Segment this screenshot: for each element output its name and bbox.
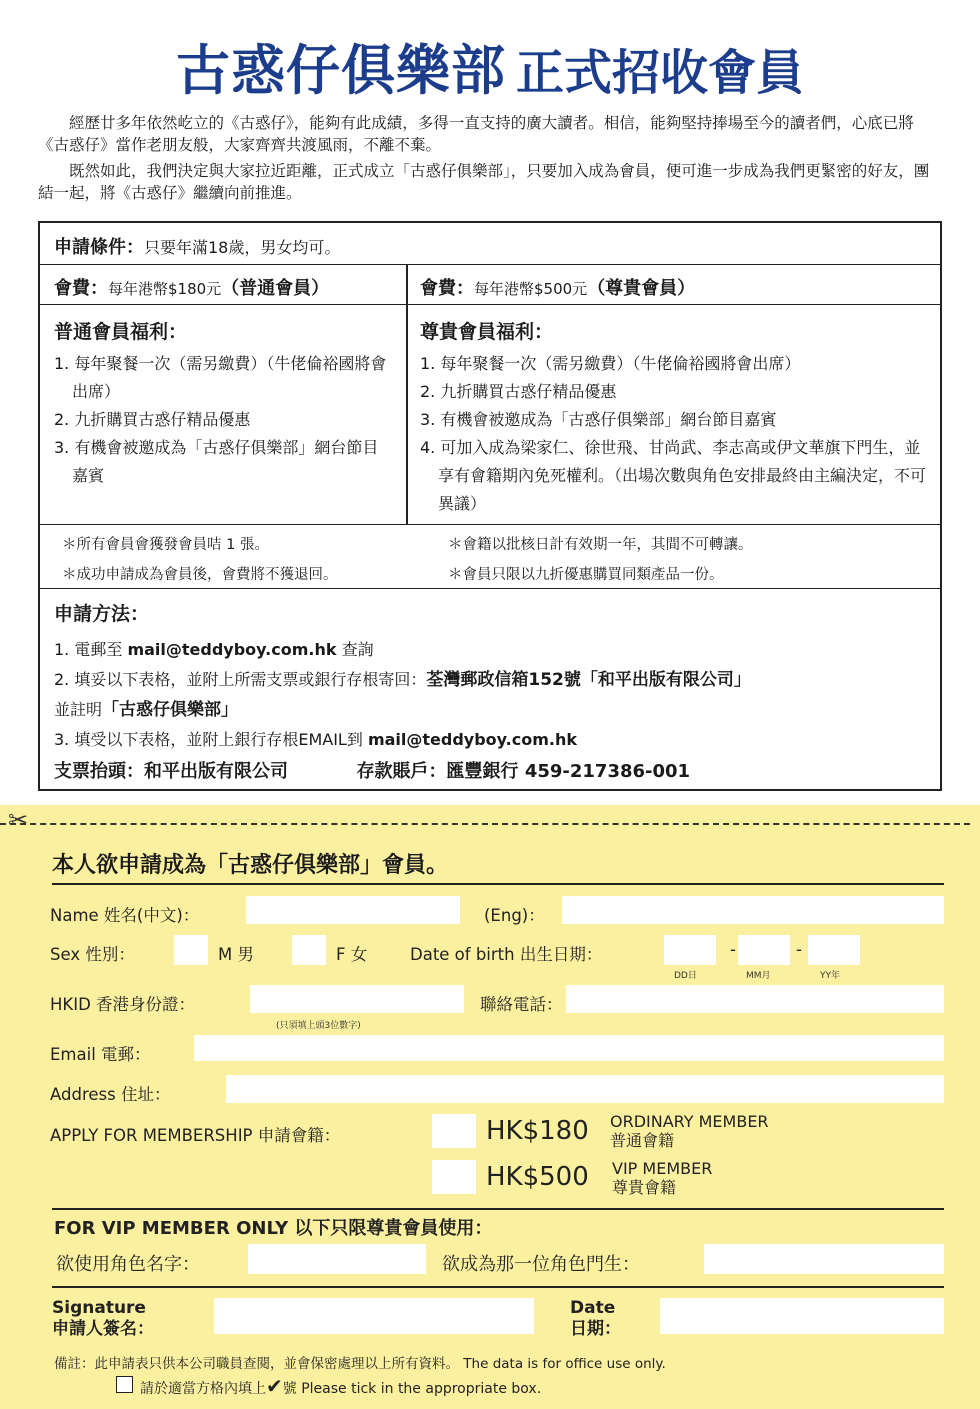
dob-month-hint: MM月 bbox=[746, 971, 771, 981]
form-heading: 本人欲申請成為「古惑仔俱樂部」會員。 bbox=[52, 853, 449, 878]
date-en: Date bbox=[570, 1298, 616, 1318]
method-line-2: 2. 填妥以下表格，並附上所需支票或銀行存根寄回： bbox=[54, 670, 427, 689]
role-name-input[interactable] bbox=[248, 1244, 426, 1274]
vip-fee-tag: （尊貴會員） bbox=[587, 278, 696, 299]
hkid-label: HKID 香港身份證： bbox=[50, 995, 196, 1014]
intro-paragraph-1: 經歷廿多年依然屹立的《古惑仔》，能夠有此成績，多得一直支持的廣大讀者。相信，能夠堅持捧場至今的讀者們，心底已將《古惑仔》當作老朋友般，大家齊齊共渡風雨，不離不棄。 bbox=[38, 114, 914, 154]
vip-member-checkbox[interactable] bbox=[432, 1160, 476, 1194]
tick-instruction bbox=[140, 1374, 541, 1398]
method-section bbox=[54, 599, 924, 787]
hkid-hint: (只須填上頭3位數字) bbox=[276, 1021, 361, 1031]
address-label: Address 住址： bbox=[50, 1085, 171, 1104]
vip-only-heading: FOR VIP MEMBER ONLY 以下只限尊貴會員使用： bbox=[54, 1218, 493, 1239]
vip-benefits-title: 尊貴會員福利： bbox=[420, 321, 554, 343]
ordinary-fee-text: 每年港幣$180元 bbox=[108, 280, 222, 298]
dob-label: Date of birth 出生日期： bbox=[410, 945, 603, 964]
page-title bbox=[0, 28, 980, 105]
mentor-label: 欲成為那一位角色門生： bbox=[442, 1254, 640, 1275]
fees-row bbox=[40, 265, 940, 305]
dob-year-input[interactable] bbox=[808, 935, 860, 965]
signature-input[interactable] bbox=[214, 1298, 534, 1334]
date-zh: 日期： bbox=[570, 1319, 621, 1339]
method-line-1-end: 查詢 bbox=[341, 640, 374, 659]
intro-paragraph-2: 既然如此，我們決定與大家拉近距離，正式成立「古惑仔俱樂部」，只要加入成為會員，便可進一步成為我們更緊密的好友，團結一起，將《古惑仔》繼續向前推進。 bbox=[38, 162, 930, 202]
apply-membership-label: APPLY FOR MEMBERSHIP 申請會籍： bbox=[50, 1126, 341, 1145]
ordinary-member-text bbox=[610, 1112, 769, 1150]
dob-dash: - bbox=[796, 940, 802, 959]
signature-en: Signature bbox=[52, 1298, 146, 1318]
tick-mark-icon: ✔ bbox=[266, 1374, 283, 1398]
ordinary-member-checkbox[interactable] bbox=[432, 1114, 476, 1148]
benefits-row bbox=[40, 305, 940, 525]
note-item: ＊會員只限以九折優惠購買同類產品一份。 bbox=[448, 567, 724, 583]
notes-row bbox=[40, 525, 940, 589]
cheque-payee: 支票抬頭：和平出版有限公司 bbox=[54, 761, 288, 782]
conditions-label: 申請條件： bbox=[54, 237, 144, 258]
conditions-row bbox=[40, 223, 940, 265]
vip-benefit-item: 2. 九折購買古惑仔精品優惠 bbox=[420, 382, 617, 401]
note-item: ＊所有會員會獲發會員咭 1 張。 bbox=[62, 537, 269, 553]
vip-fee-label: 會費： bbox=[420, 278, 474, 299]
vip-benefit-item: 3. 有機會被邀成為「古惑仔俱樂部」網台節目嘉賓 bbox=[420, 410, 777, 429]
ordinary-benefit-item: 3. 有機會被邀成為「古惑仔俱樂部」網台節目嘉賓 bbox=[54, 438, 379, 485]
method-line-2b: 並註明 bbox=[54, 700, 103, 719]
vip-en: VIP MEMBER bbox=[612, 1159, 713, 1178]
club-mark: 「古惑仔俱樂部」 bbox=[102, 700, 239, 720]
vip-fee-text: 每年港幣$500元 bbox=[474, 280, 588, 298]
tick-instruction-post: 號 Please tick in the appropriate box. bbox=[282, 1381, 542, 1397]
title-club-name: 古惑仔俱樂部 bbox=[175, 39, 506, 102]
signature-label bbox=[52, 1298, 154, 1340]
address-input[interactable] bbox=[226, 1075, 944, 1103]
tick-example-box bbox=[116, 1376, 133, 1393]
vip-benefits bbox=[420, 317, 932, 518]
dob-day-input[interactable] bbox=[664, 935, 716, 965]
dob-year-hint: YY年 bbox=[820, 971, 840, 981]
tick-instruction-pre: 請於適當方格內填上 bbox=[140, 1381, 266, 1397]
male-checkbox[interactable] bbox=[174, 935, 208, 965]
conditions-text: 只要年滿18歲，男女均可。 bbox=[144, 238, 341, 257]
name-english-input[interactable] bbox=[562, 896, 944, 924]
male-label: M 男 bbox=[218, 945, 254, 964]
mailing-address: 荃灣郵政信箱152號「和平出版有限公司」 bbox=[426, 670, 751, 690]
remark-text: 備註：此申請表只供本公司職員查閱，並會保密處理以上所有資料。 The data is for office use only. bbox=[54, 1356, 666, 1372]
phone-label: 聯絡電話： bbox=[480, 995, 563, 1014]
ordinary-en: ORDINARY MEMBER bbox=[610, 1112, 769, 1131]
vip-benefit-item: 4. 可加入成為梁家仁、徐世飛、甘尚武、李志高或伊文華旗下門生，並享有會籍期內免死權利。（出場次數與角色安排最終由主編決定，不可異議） bbox=[420, 438, 927, 513]
ordinary-benefit-item: 1. 每年聚餐一次（需另繳費）（牛佬倫裕國將會出席） bbox=[54, 354, 387, 401]
scissors-icon: ✂ bbox=[8, 806, 29, 834]
phone-input[interactable] bbox=[566, 985, 944, 1013]
vip-zh: 尊貴會籍 bbox=[612, 1178, 677, 1197]
method-line-1: 1. 電郵至 bbox=[54, 640, 123, 659]
email-link[interactable]: mail@teddyboy.com.hk bbox=[127, 640, 337, 659]
method-line-3: 3. 填受以下表格，並附上銀行存根EMAIL到 bbox=[54, 730, 363, 749]
female-checkbox[interactable] bbox=[292, 935, 326, 965]
mentor-input[interactable] bbox=[704, 1244, 944, 1274]
date-label bbox=[570, 1298, 621, 1340]
bank-account: 存款賬戶：匯豐銀行 459-217386-001 bbox=[356, 761, 691, 782]
ordinary-fee-label: 會費： bbox=[54, 278, 108, 299]
dob-dash: - bbox=[730, 940, 736, 959]
note-item: ＊會籍以批核日計有效期一年，其間不可轉讓。 bbox=[448, 537, 753, 553]
note-item: ＊成功申請成為會員後，會費將不獲退回。 bbox=[62, 567, 338, 583]
intro-text bbox=[38, 112, 940, 208]
ordinary-benefits-title: 普通會員福利： bbox=[54, 321, 188, 343]
ordinary-fee-tag: （普通會員） bbox=[221, 278, 330, 299]
dob-day-hint: DD日 bbox=[674, 971, 697, 981]
female-label: F 女 bbox=[336, 945, 368, 964]
name-eng-label: (Eng)： bbox=[484, 906, 545, 925]
vip-rule-bottom bbox=[52, 1286, 944, 1288]
ordinary-zh: 普通會籍 bbox=[610, 1131, 675, 1150]
email-input[interactable] bbox=[194, 1035, 944, 1061]
vip-benefit-item: 1. 每年聚餐一次（需另繳費）（牛佬倫裕國將會出席） bbox=[420, 354, 801, 373]
signature-zh: 申請人簽名： bbox=[52, 1319, 154, 1339]
email-link-2[interactable]: mail@teddyboy.com.hk bbox=[367, 730, 577, 749]
vip-member-text bbox=[612, 1159, 712, 1197]
ordinary-price: HK$180 bbox=[486, 1116, 589, 1146]
cut-line bbox=[0, 823, 970, 825]
title-recruit: 正式招收會員 bbox=[515, 45, 804, 101]
name-label: Name 姓名(中文)： bbox=[50, 906, 200, 925]
form-heading-rule bbox=[52, 883, 944, 885]
dob-month-input[interactable] bbox=[738, 935, 790, 965]
vip-rule-top bbox=[52, 1208, 944, 1210]
info-box bbox=[38, 221, 942, 791]
vip-price: HK$500 bbox=[486, 1162, 589, 1192]
hkid-input[interactable] bbox=[250, 985, 464, 1013]
ordinary-benefits bbox=[54, 317, 390, 490]
method-title: 申請方法： bbox=[54, 603, 150, 625]
name-chinese-input[interactable] bbox=[246, 896, 460, 924]
date-input[interactable] bbox=[660, 1298, 944, 1334]
ordinary-benefit-item: 2. 九折購買古惑仔精品優惠 bbox=[54, 410, 251, 429]
email-label: Email 電郵： bbox=[50, 1045, 151, 1064]
sex-label: Sex 性別： bbox=[50, 945, 135, 964]
role-name-label: 欲使用角色名字： bbox=[56, 1254, 200, 1275]
